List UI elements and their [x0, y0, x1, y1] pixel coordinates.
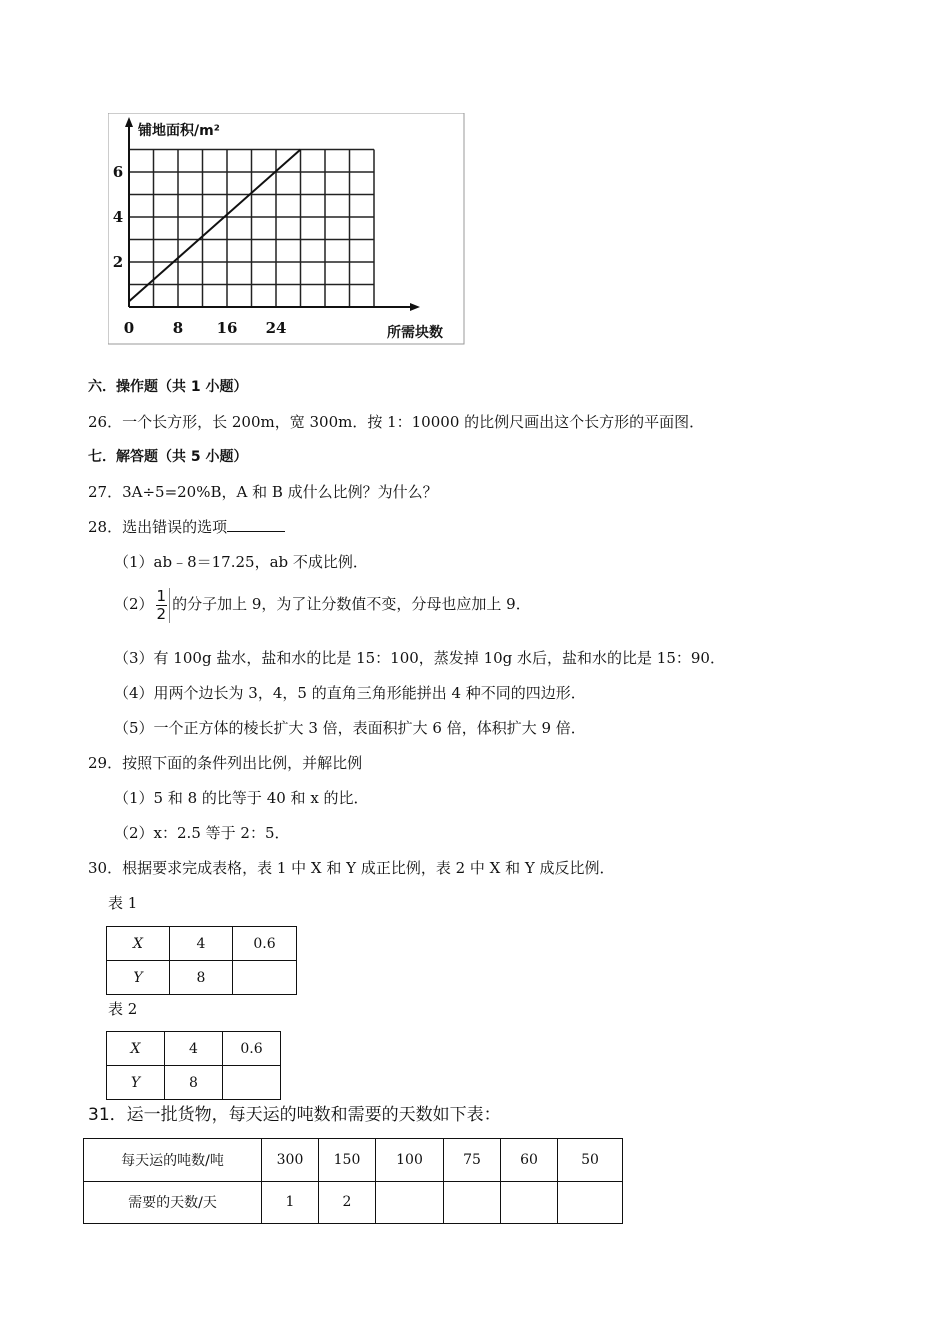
question-28-option-2: [114, 584, 531, 624]
x-axis-label: 所需块数: [387, 325, 443, 341]
table-cell: 0.6: [223, 1032, 281, 1066]
table-cell: 8: [170, 961, 233, 995]
table-cell: 8: [165, 1066, 223, 1100]
option-2-text: 的分子加上 9，为了让分数值不变，分母也应加上 9．: [172, 595, 531, 613]
table-cell: 需要的天数/天: [84, 1181, 262, 1224]
table-1: [106, 926, 297, 995]
y-tick-label: 4: [112, 208, 124, 226]
y-tick-label: 6: [112, 163, 124, 181]
table-cell: Y: [107, 1066, 165, 1100]
x-tick-label: 24: [265, 319, 287, 337]
question-28-option-1: （1）ab﹣8＝17.25，ab 不成比例．: [114, 553, 368, 571]
table-cell: 50: [558, 1139, 623, 1182]
x-tick-label: 16: [216, 319, 238, 337]
table-row: [107, 1066, 281, 1100]
table-row: [84, 1139, 623, 1182]
table-31: [83, 1138, 623, 1224]
question-28-option-4: （4）用两个边长为 3，4，5 的直角三角形能拼出 4 种不同的四边形．: [114, 684, 586, 702]
answer-cell[interactable]: [376, 1181, 444, 1224]
answer-cell[interactable]: [501, 1181, 558, 1224]
table-cell: 100: [376, 1139, 444, 1182]
question-29-part-2: （2）x：2.5 等于 2：5．: [114, 824, 290, 842]
table-row: [107, 927, 297, 961]
table-cell: X: [107, 927, 170, 961]
area-vs-blocks-chart: [108, 113, 468, 348]
table-cell: 每天运的吨数/吨: [84, 1139, 262, 1182]
question-29-stem: 29．按照下面的条件列出比例，并解比例: [88, 754, 363, 772]
answer-cell[interactable]: [444, 1181, 501, 1224]
table-cell: 4: [170, 927, 233, 961]
answer-cell[interactable]: [558, 1181, 623, 1224]
table-2-label: 表 2: [108, 1000, 138, 1018]
section-7-heading: 七．解答题（共 5 小题）: [88, 449, 248, 465]
x-tick-label: 0: [123, 319, 135, 337]
table-2: [106, 1031, 281, 1100]
question-30-stem: 30．根据要求完成表格，表 1 中 X 和 Y 成正比例，表 2 中 X 和 Y 成反比例．: [88, 859, 615, 877]
answer-cell[interactable]: [223, 1066, 281, 1100]
x-tick-label: 8: [172, 319, 184, 337]
table-cell: 0.6: [233, 927, 297, 961]
table-cell: 2: [319, 1181, 376, 1224]
table-cell: 150: [319, 1139, 376, 1182]
table-row: [107, 961, 297, 995]
question-31-stem: 31．运一批货物，每天运的吨数和需要的天数如下表：: [88, 1105, 501, 1125]
table-cell: 60: [501, 1139, 558, 1182]
question-28-option-3: （3）有 100g 盐水，盐和水的比是 15：100，蒸发掉 10g 水后，盐和水的比是 15：90．: [114, 649, 725, 667]
answer-cell[interactable]: [233, 961, 297, 995]
option-2-prefix: （2）: [114, 595, 154, 613]
question-26: 26．一个长方形，长 200m，宽 300m．按 1：10000 的比例尺画出这个长方形的平面图．: [88, 413, 705, 431]
y-axis-label: 铺地面积/m²: [138, 123, 220, 139]
table-cell: Y: [107, 961, 170, 995]
table-cell: 1: [262, 1181, 319, 1224]
y-tick-label: 2: [112, 253, 124, 271]
table-cell: 75: [444, 1139, 501, 1182]
answer-blank[interactable]: [227, 517, 285, 532]
table-cell: 300: [262, 1139, 319, 1182]
fraction-denominator: 2: [156, 604, 167, 623]
question-27: 27．3A÷5=20%B，A 和 B 成什么比例？为什么？: [88, 483, 438, 501]
table-cell: 4: [165, 1032, 223, 1066]
question-28-stem: [88, 517, 285, 537]
table-row: [84, 1181, 623, 1224]
table-row: [107, 1032, 281, 1066]
table-1-label: 表 1: [108, 894, 138, 912]
question-28-option-5: （5）一个正方体的棱长扩大 3 倍，表面积扩大 6 倍，体积扩大 9 倍．: [114, 719, 586, 737]
fraction-one-half: [156, 588, 171, 623]
question-29-part-1: （1）5 和 8 的比等于 40 和 x 的比．: [114, 789, 369, 807]
fraction-numerator: 1: [156, 586, 167, 605]
table-cell: X: [107, 1032, 165, 1066]
question-28-text: 28．选出错误的选项: [88, 518, 228, 536]
section-6-heading: 六．操作题（共 1 小题）: [88, 379, 248, 395]
